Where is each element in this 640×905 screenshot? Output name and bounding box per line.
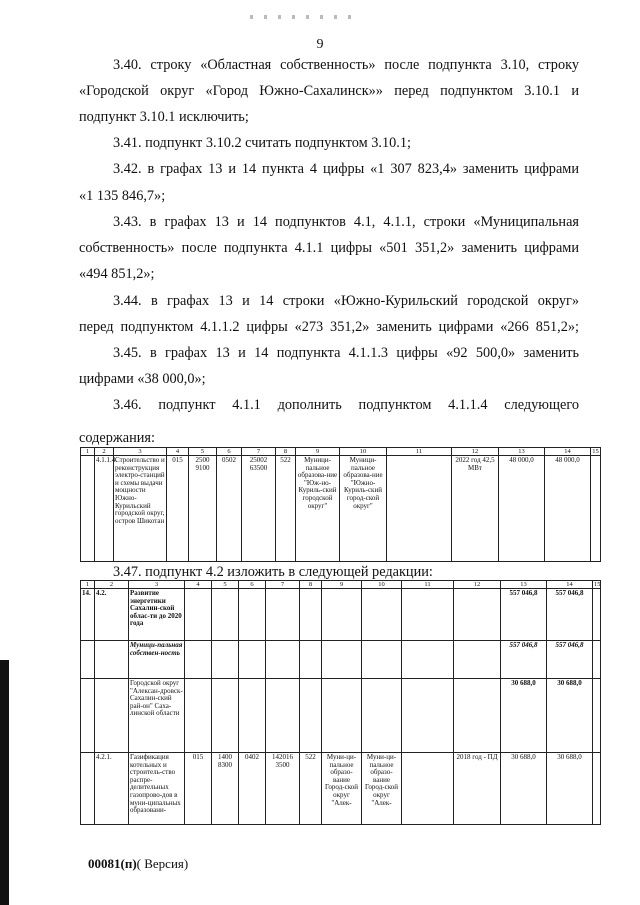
cell (212, 589, 239, 641)
cell (402, 679, 454, 753)
header-cell: 12 (452, 448, 499, 456)
para-3-42-line-2: «1 135 846,7»; (79, 188, 166, 204)
header-cell: 15 (594, 581, 601, 588)
header-cell: 12 (454, 581, 501, 589)
cell: 015 (167, 456, 189, 562)
para-3-46-line-1: 3.46. подпункт 4.1.1 дополнить подпунктом 4.1.1.4 следующего (113, 397, 579, 413)
cell-amount: 557 046,8 (501, 589, 547, 641)
header-cell: 2 (95, 448, 114, 456)
header-cell: 4 (167, 448, 189, 456)
cell (266, 679, 300, 753)
para-3-45-line-2: цифрами «38 000,0»; (79, 371, 206, 387)
cell (591, 456, 601, 562)
cell (322, 641, 362, 679)
para-3-40-line-1: 3.40. строку «Областная собственность» после подпункта 3.10, строку (113, 57, 579, 73)
header-cell: 5 (212, 581, 239, 589)
cell-amount: 557 046,8 (501, 641, 547, 679)
cell-description: Газификация котельных и строитель-ство распре-делительных газопрово-дов в муни-ципальных образовани- (129, 753, 185, 825)
cell (300, 641, 322, 679)
cell: 142016 3500 (266, 753, 300, 825)
cell (212, 679, 239, 753)
cell-amount: 30 688,0 (501, 679, 547, 753)
footer-version: ( Версия) (136, 856, 189, 871)
cell (239, 589, 266, 641)
cell-subitem-number: 4.1.1.4. (95, 456, 114, 562)
cell (185, 679, 212, 753)
cell (387, 456, 452, 562)
table-header-row (81, 448, 601, 456)
cell: 2018 год - ПД (454, 753, 501, 825)
cell (81, 753, 95, 825)
cell: Муници-пальное образова-ние "Южно-Куриль-ский город-ской округ" (340, 456, 387, 562)
table-row (81, 641, 601, 679)
cell: 2022 год 42,5 МВт (452, 456, 499, 562)
cell: Муни-ци-пальное образо-вание Город-ской округ "Алек- (322, 753, 362, 825)
header-cell: 3 (114, 448, 167, 456)
scan-artifact (250, 6, 400, 16)
cell (322, 589, 362, 641)
cell-subitem-number: 4.2. (95, 589, 129, 641)
cell: 0502 (217, 456, 242, 562)
header-cell: 6 (217, 448, 242, 456)
cell (239, 641, 266, 679)
cell (402, 641, 454, 679)
cell (593, 641, 601, 679)
cell: 522 (276, 456, 296, 562)
cell: 015 (185, 753, 212, 825)
header-cell: 9 (296, 448, 340, 456)
cell (81, 641, 95, 679)
header-cell: 15 (592, 448, 599, 455)
header-cell: 8 (276, 448, 296, 456)
table-row (81, 679, 601, 753)
page-number: 9 (316, 37, 324, 52)
table-header-row (81, 581, 601, 589)
cell (593, 753, 601, 825)
cell-amount: 30 688,0 (501, 753, 547, 825)
para-3-41: 3.41. подпункт 3.10.2 считать подпунктом 3.10.1; (113, 135, 411, 151)
para-3-47: 3.47. подпункт 4.2 изложить в следующей редакции: (113, 564, 433, 580)
cell (95, 641, 129, 679)
header-cell: 10 (340, 448, 387, 456)
cell (362, 641, 402, 679)
para-3-46-line-2: содержания: (79, 430, 155, 446)
cell (300, 589, 322, 641)
para-3-44-line-2: перед подпунктом 4.1.1.2 цифры «273 351,2» заменить цифрами «266 851,2»; (79, 319, 579, 335)
para-3-43-line-1: 3.43. в графах 13 и 14 подпунктов 4.1, 4.1.1, строки «Муниципальная (113, 214, 579, 230)
cell: 25002 63500 (242, 456, 276, 562)
para-3-43-line-3: «494 851,2»; (79, 266, 155, 282)
footer (88, 856, 188, 872)
header-cell: 7 (242, 448, 276, 456)
cell-amount: 48 000,0 (499, 456, 545, 562)
cell (322, 679, 362, 753)
cell (454, 679, 501, 753)
cell (239, 679, 266, 753)
cell (81, 456, 95, 562)
table-row (81, 753, 601, 825)
cell-subitem-number: 4.2.1. (95, 753, 129, 825)
para-3-45-line-1: 3.45. в графах 13 и 14 подпункта 4.1.1.3 цифры «92 500,0» заменить (113, 345, 579, 361)
cell (362, 679, 402, 753)
header-cell: 1 (81, 448, 95, 456)
cell (212, 641, 239, 679)
header-cell: 6 (239, 581, 266, 589)
cell-row-number: 14. (81, 589, 95, 641)
header-cell: 11 (402, 581, 454, 589)
header-cell: 13 (501, 581, 547, 589)
cell (81, 679, 95, 753)
cell-description: Муници-пальная собствен-ность (129, 641, 185, 679)
table-row (81, 589, 601, 641)
header-cell: 8 (300, 581, 322, 589)
cell-amount: 557 046,8 (547, 589, 593, 641)
cell: Муници-пальное образова-ние "Юж-но-Куриль-ский городской округ" (296, 456, 340, 562)
header-cell: 14 (547, 581, 593, 589)
cell-description: Развитие энергетики Сахалин-ской облас-ти до 2020 года (129, 589, 185, 641)
cell (362, 589, 402, 641)
table-row (81, 456, 601, 562)
cell: Муни-ци-пальное образо-вание Город-ской округ "Алек- (362, 753, 402, 825)
cell (593, 679, 601, 753)
cell: 0402 (239, 753, 266, 825)
cell-amount: 30 688,0 (547, 753, 593, 825)
cell (402, 753, 454, 825)
header-cell: 1 (81, 581, 95, 589)
cell (266, 589, 300, 641)
cell-amount: 557 046,8 (547, 641, 593, 679)
cell (593, 589, 601, 641)
cell (266, 641, 300, 679)
para-3-44-line-1: 3.44. в графах 13 и 14 строки «Южно-Курильский городской округ» (113, 293, 579, 309)
header-cell: 11 (387, 448, 452, 456)
cell-amount: 30 688,0 (547, 679, 593, 753)
header-cell: 3 (129, 581, 185, 589)
cell (402, 589, 454, 641)
cell (95, 679, 129, 753)
para-3-40-line-2: «Городской округ «Город Южно-Сахалинск»» перед подпунктом 3.10.1 и (79, 83, 579, 99)
header-cell: 2 (95, 581, 129, 589)
table-4-2 (80, 580, 601, 825)
cell (185, 589, 212, 641)
scan-edge-bar (0, 660, 9, 905)
cell (185, 641, 212, 679)
cell: 2500 9100 (189, 456, 217, 562)
cell (454, 589, 501, 641)
cell: 1400 8300 (212, 753, 239, 825)
cell (300, 679, 322, 753)
cell (454, 641, 501, 679)
footer-code: 00081(п) (88, 856, 137, 871)
cell-description: Строительство и реконструкция электро-станций и схемы выдачи мощности Южно-Курильский городской округ, остров Шикотан (114, 456, 167, 562)
cell-amount: 48 000,0 (545, 456, 591, 562)
cell-description: Городской округ "Алексан-дровск-Сахалин-ский рай-он" Саха-линской области (129, 679, 185, 753)
table-4-1-1-4 (80, 447, 601, 562)
header-cell: 4 (185, 581, 212, 589)
header-cell: 5 (189, 448, 217, 456)
cell: 522 (300, 753, 322, 825)
para-3-40-line-3: подпункт 3.10.1 исключить; (79, 109, 249, 125)
para-3-43-line-2: собственность» после подпункта 4.1.1 цифры «501 351,2» заменить цифрами (79, 240, 579, 256)
header-cell: 9 (322, 581, 362, 589)
header-cell: 7 (266, 581, 300, 589)
header-cell: 13 (499, 448, 545, 456)
para-3-42-line-1: 3.42. в графах 13 и 14 пункта 4 цифры «1 307 823,4» заменить цифрами (113, 161, 579, 177)
header-cell: 10 (362, 581, 402, 589)
header-cell: 14 (545, 448, 591, 456)
